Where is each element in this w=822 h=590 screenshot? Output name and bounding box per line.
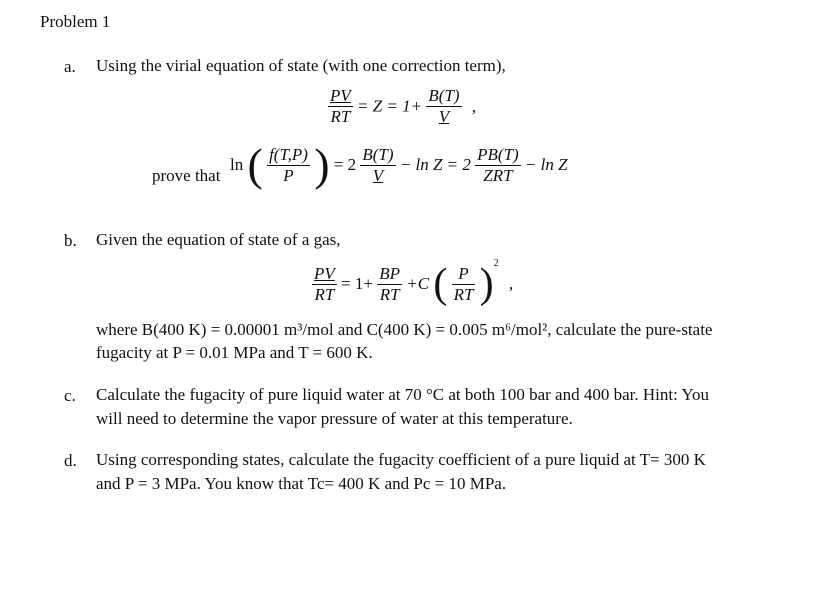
part-c-label: c.: [64, 386, 76, 405]
prove-that-text: prove that: [152, 166, 221, 185]
part-b-line2: fugacity at P = 0.01 MPa and T = 600 K.: [96, 343, 373, 362]
part-d-label: d.: [64, 451, 77, 470]
gas-equation: $\frac{PV}{RT}$ = 1+ $\frac{BP}{RT}$ +C ( $\frac{P}{RT}$ )$^2$ ,: [314, 258, 514, 308]
part-c-line1: Calculate the fugacity of pure liquid water at 70 °C at both 100 bar and 400 bar. Hint: You: [96, 385, 710, 404]
part-b-line1: where B(400 K) = 0.00001 m³/mol and C(400 K) = 0.005 m⁶/mol², calculate the pure-state: [96, 320, 713, 339]
virial-equation: $\frac{PV}{RT}$ = Z = 1+ $\frac{B(T)}{V}$ ,: [330, 86, 477, 126]
fugacity-equation: ln ( $\frac{f(T,P)}{P}$ ) = 2 $\frac{B(T)}{V}$ − ln Z = 2 $\frac{PB(T)}{\text{ZRT}}$ − ln Z: [230, 139, 568, 190]
part-a-text: Using the virial equation of state (with one correction term),: [96, 56, 506, 75]
bp-over-rt-fraction: $\frac{BP}{RT}$: [379, 263, 400, 304]
b-over-v-fraction: $\frac{B(T)}{V}$: [428, 86, 460, 126]
pv-over-rt-fraction-b: $\frac{PV}{RT}$: [314, 263, 335, 304]
right-paren: ): [314, 139, 330, 190]
pb-over-zrt-fraction: $\frac{PB(T)}{\text{ZRT}}$: [477, 144, 519, 185]
f-over-p-fraction: $\frac{f(T,P)}{P}$: [269, 144, 308, 185]
p-over-rt-fraction: $\frac{P}{RT}$: [453, 263, 474, 304]
part-d-line2: and P = 3 MPa. You know that Tc= 400 K and Pc = 10 MPa.: [96, 474, 507, 493]
part-d-line1: Using corresponding states, calculate the fugacity coefficient of a pure liquid at T= 300 K: [96, 450, 706, 469]
problem-title: Problem 1: [40, 12, 111, 31]
b-over-v-fraction-2: $\frac{B(T)}{V}$: [362, 144, 394, 185]
part-b-text: Given the equation of state of a gas,: [96, 230, 341, 249]
part-b-label: b.: [64, 231, 77, 250]
pv-over-rt-fraction: $\frac{PV}{RT}$: [330, 86, 351, 126]
left-paren: (: [247, 139, 263, 190]
part-a-label: a.: [64, 57, 76, 76]
part-c-line2: will need to determine the vapor pressure of water at this temperature.: [96, 409, 573, 428]
